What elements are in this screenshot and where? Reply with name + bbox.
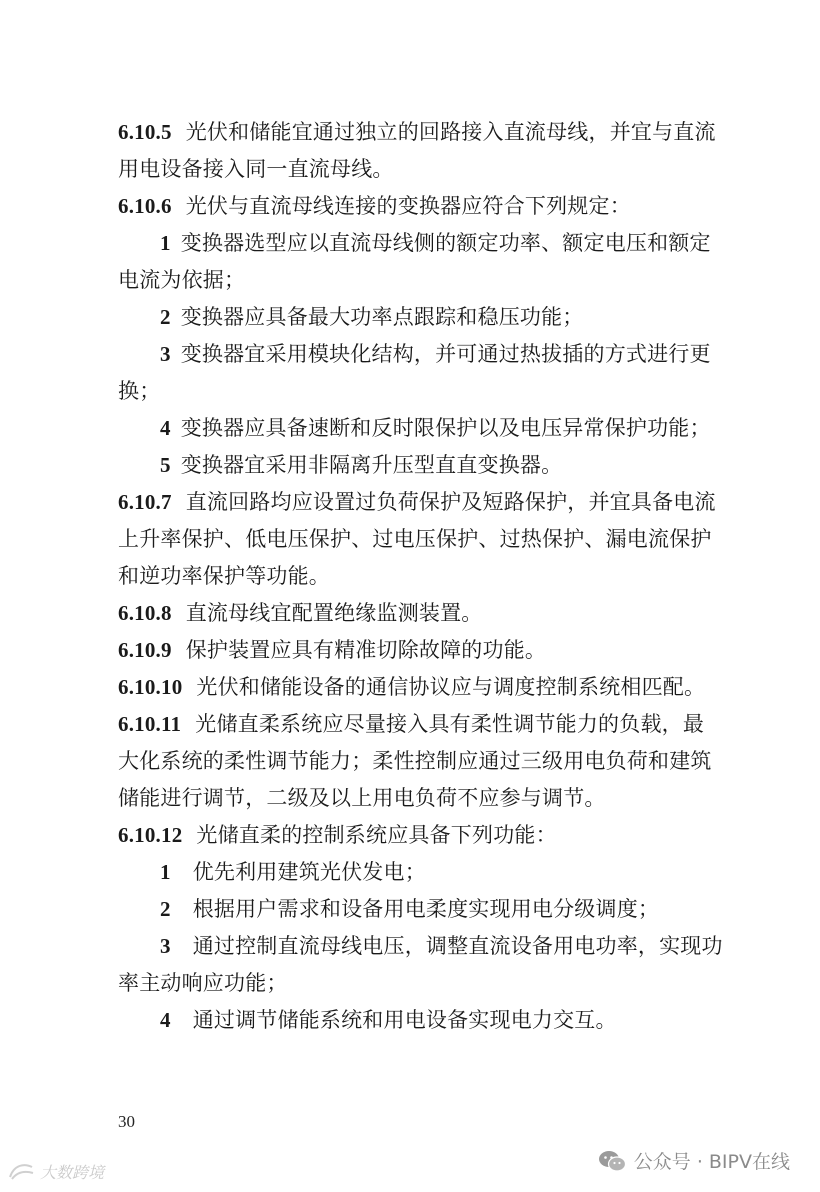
item-line <box>118 410 738 447</box>
line-text: 率主动响应功能； <box>118 971 288 995</box>
clause-number: 6.10.7 <box>118 490 172 514</box>
watermark-left-text: 大数跨境 <box>40 1163 105 1182</box>
clause-line <box>118 114 738 151</box>
item-number: 4 <box>160 1008 171 1032</box>
item-number: 1 <box>160 860 171 884</box>
line-text: 光储直柔的控制系统应具备下列功能： <box>196 823 557 847</box>
item-line <box>118 336 738 373</box>
line-text: 通过控制直流母线电压，调整直流设备用电功率，实现功 <box>192 934 723 958</box>
line-text: 通过调节储能系统和用电设备实现电力交互。 <box>192 1008 617 1032</box>
line-text: 保护装置应具有精准切除故障的功能。 <box>185 638 547 662</box>
clause-line <box>118 188 738 225</box>
continuation-line <box>118 558 738 595</box>
line-text: 光伏和储能设备的通信协议应与调度控制系统相匹配。 <box>196 675 706 699</box>
item-number: 2 <box>160 897 171 921</box>
line-text: 光伏与直流母线连接的变换器应符合下列规定： <box>185 194 631 218</box>
clause-number: 6.10.5 <box>118 120 172 144</box>
item-line <box>118 891 738 928</box>
continuation-line <box>118 521 738 558</box>
line-text: 光储直柔系统应尽量接入具有柔性调节能力的负载，最 <box>195 712 705 736</box>
line-text: 变换器应具备速断和反时限保护以及电压异常保护功能； <box>180 416 711 440</box>
line-text: 直流母线宜配置绝缘监测装置。 <box>185 601 483 625</box>
continuation-line <box>118 262 738 299</box>
line-text: 用电设备接入同一直流母线。 <box>118 157 394 181</box>
line-text: 变换器应具备最大功率点跟踪和稳压功能； <box>180 305 584 329</box>
continuation-line <box>118 780 738 817</box>
item-line <box>118 299 738 336</box>
item-number: 2 <box>160 305 171 329</box>
watermark-left <box>6 1160 104 1183</box>
clause-number: 6.10.6 <box>118 194 172 218</box>
clause-number: 6.10.8 <box>118 601 172 625</box>
watermark-right-text: 公众号 · BIPV在线 <box>633 1151 790 1173</box>
line-text: 换； <box>118 379 161 403</box>
item-line <box>118 928 738 965</box>
continuation-line <box>118 965 738 1002</box>
clause-number: 6.10.10 <box>118 675 183 699</box>
continuation-line <box>118 151 738 188</box>
line-text: 储能进行调节，二级及以上用电负荷不应参与调节。 <box>118 786 606 810</box>
clause-line <box>118 669 738 706</box>
wechat-icon <box>598 1150 626 1172</box>
document-body <box>118 114 738 1039</box>
watermark-right <box>598 1147 790 1174</box>
line-text: 直流回路均应设置过负荷保护及短路保护，并宜具备电流 <box>185 490 716 514</box>
item-line <box>118 1002 738 1039</box>
clause-number: 6.10.11 <box>118 712 182 736</box>
clause-line <box>118 817 738 854</box>
item-number: 1 <box>160 231 171 255</box>
line-text: 变换器宜采用模块化结构，并可通过热拔插的方式进行更 <box>180 342 711 366</box>
clause-line <box>118 484 738 521</box>
item-line <box>118 447 738 484</box>
clause-number: 6.10.9 <box>118 638 172 662</box>
line-text: 大化系统的柔性调节能力；柔性控制应通过三级用电负荷和建筑 <box>118 749 712 773</box>
logo-icon <box>6 1161 36 1183</box>
item-number: 3 <box>160 934 171 958</box>
clause-number: 6.10.12 <box>118 823 183 847</box>
item-line <box>118 225 738 262</box>
item-number: 5 <box>160 453 171 477</box>
line-text: 变换器宜采用非隔离升压型直直变换器。 <box>180 453 563 477</box>
line-text: 和逆功率保护等功能。 <box>118 564 330 588</box>
item-line <box>118 854 738 891</box>
line-text: 根据用户需求和设备用电柔度实现用电分级调度； <box>192 897 660 921</box>
continuation-line <box>118 373 738 410</box>
clause-line <box>118 595 738 632</box>
clause-line <box>118 706 738 743</box>
clause-line <box>118 632 738 669</box>
page-number: 30 <box>118 1112 135 1131</box>
line-text: 上升率保护、低电压保护、过电压保护、过热保护、漏电流保护 <box>118 527 712 551</box>
line-text: 电流为依据； <box>118 268 246 292</box>
line-text: 优先利用建筑光伏发电； <box>192 860 426 884</box>
line-text: 光伏和储能宜通过独立的回路接入直流母线，并宜与直流 <box>185 120 716 144</box>
item-number: 3 <box>160 342 171 366</box>
continuation-line <box>118 743 738 780</box>
line-text: 变换器选型应以直流母线侧的额定功率、额定电压和额定 <box>180 231 711 255</box>
item-number: 4 <box>160 416 171 440</box>
